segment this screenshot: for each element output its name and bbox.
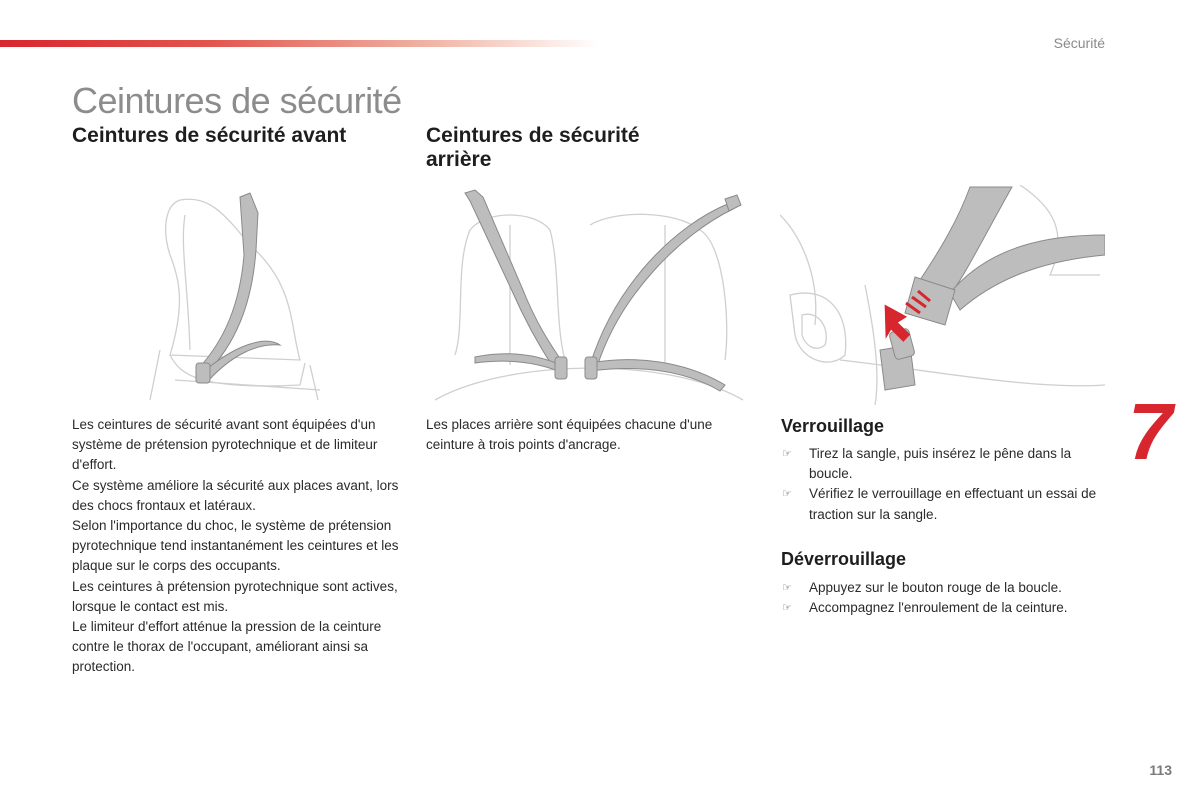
front-paragraph: Les ceintures de sécurité avant sont équipées d'un système de prétension pyrotechnique et de limiteur d'effort. (72, 417, 378, 473)
list-item (782, 444, 1112, 484)
list-item (782, 598, 1112, 618)
pointing-hand-icon: ☞ (782, 488, 792, 501)
list-item-text: Tirez la sangle, puis insérez le pêne dans la boucle. (809, 446, 1072, 482)
pointing-hand-icon: ☞ (782, 448, 792, 460)
section-label: Sécurité (1053, 35, 1105, 51)
header-accent-bar (0, 40, 600, 47)
rear-belts-text (426, 415, 726, 455)
rear-paragraph: Les places arrière sont équipées chacune d'une ceinture à trois points d'ancrage. (426, 417, 713, 453)
pointing-hand-icon: ☞ (782, 602, 792, 615)
list-item-text: Vérifiez le verrouillage en effectuant un essai de traction sur la sangle. (809, 486, 1097, 522)
front-paragraph: Selon l'importance du choc, le système de prétension pyrotechnique tend instantanément les ceintures et les plaque sur le corps des occupants. (72, 518, 399, 574)
page-title: Ceintures de sécurité (72, 80, 402, 121)
unlocking-heading: Déverrouillage (781, 549, 907, 569)
front-paragraph: Les ceintures à prétension pyrotechnique sont actives, lorsque le contact est mis. (72, 578, 398, 614)
chapter-number: 7 (1128, 387, 1173, 476)
rear-belts-heading-line2: arrière (426, 148, 492, 171)
front-seatbelt-illustration (140, 185, 340, 405)
list-item-text: Appuyez sur le bouton rouge de la boucle. (809, 580, 1062, 595)
front-paragraph: Le limiteur d'effort atténue la pression de la ceinture contre le thorax de l'occupant, améliorant ainsi sa protection. (72, 619, 382, 675)
page-number: 113 (1149, 762, 1172, 778)
locking-heading: Verrouillage (781, 416, 885, 436)
front-belts-heading: Ceintures de sécurité avant (72, 124, 347, 147)
locking-steps (782, 444, 1112, 525)
list-item (782, 578, 1112, 598)
buckle-detail-illustration (780, 185, 1105, 405)
list-item (782, 484, 1112, 524)
rear-seatbelt-illustration (425, 185, 745, 405)
rear-belts-heading (426, 124, 640, 172)
front-belts-text (72, 415, 402, 678)
list-item-text: Accompagnez l'enroulement de la ceinture. (809, 600, 1068, 616)
unlocking-steps (782, 578, 1112, 618)
rear-belts-heading-line1: Ceintures de sécurité (426, 124, 640, 147)
front-paragraph: Ce système améliore la sécurité aux places avant, lors des chocs frontaux et latéraux. (72, 477, 399, 513)
pointing-hand-icon: ☞ (782, 582, 792, 594)
